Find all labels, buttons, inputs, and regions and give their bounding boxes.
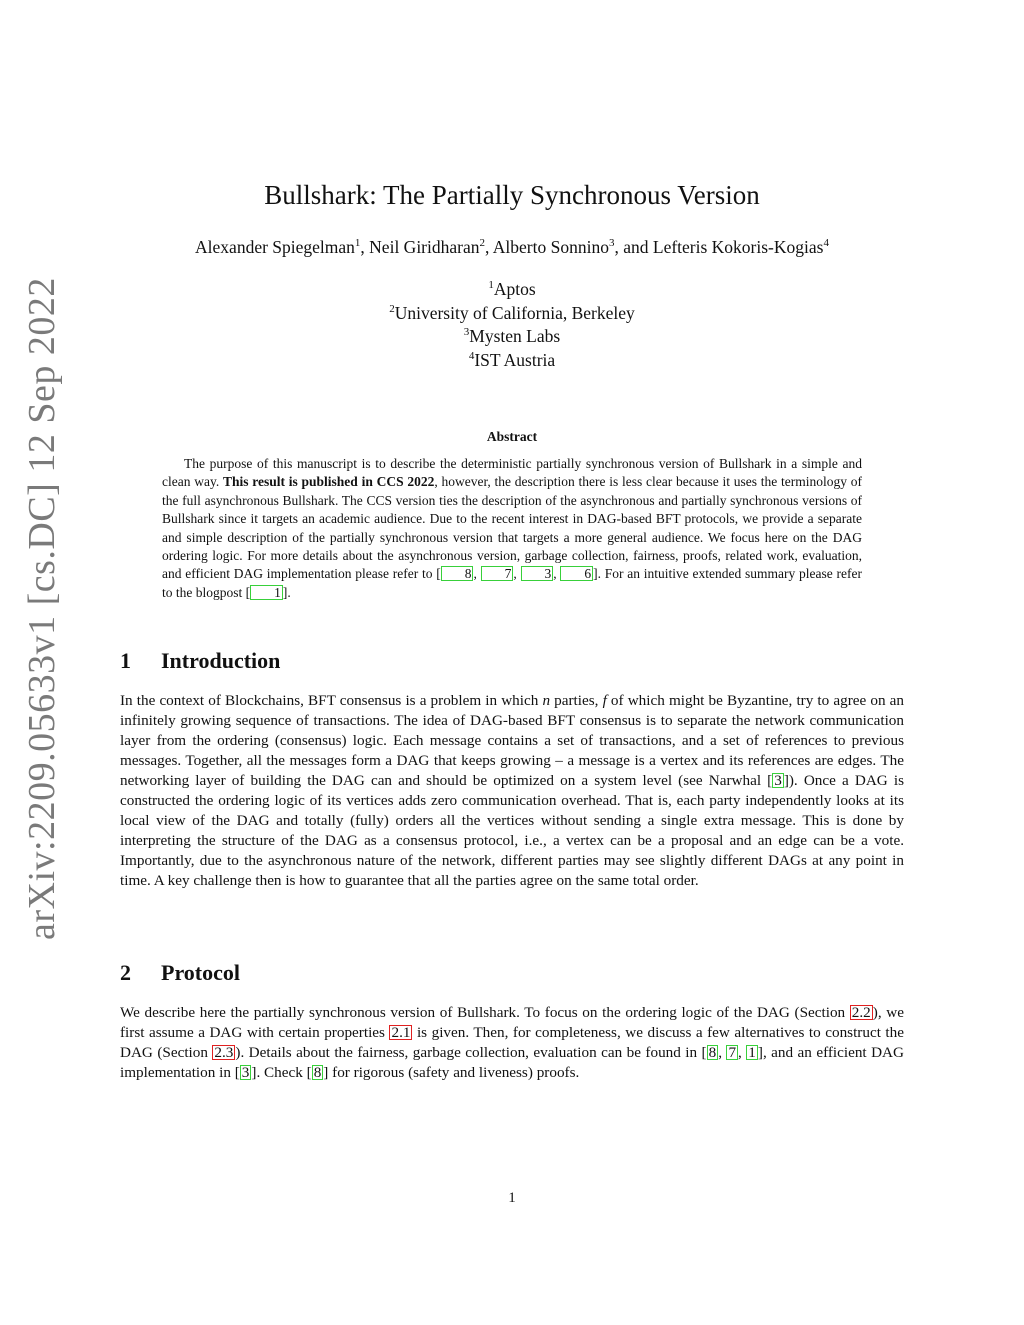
body-text: ], and an efficient DAG implementation in [ [120,1044,904,1081]
protocol-paragraph: We describe here the partially synchronous version of Bullshark. To focus on the ordering logic of the DAG (Section 2.2 ), we first assume a DAG with certain properties 2.1 is given. Then, for completeness, we discuss a few alternatives to construct the DAG (Section 2.3 ). Details about the fairness, garbage collection, evaluation can be found in [ 8 , 7 , 1 ], and an efficient DAG implementation in [ 3 ]. Check [ 8 ] for rigorous (safety and liveness) proofs. [120,1004,904,1081]
author-name: Alexander Spiegelman [195,237,355,257]
author-name: Lefteris Kokoris-Kogias [652,237,824,257]
author-separator: , [360,237,370,257]
citation-link[interactable]: 7 [481,566,514,581]
citation-link[interactable]: 3 [241,1064,250,1081]
citation-link[interactable]: 8 [708,1044,717,1061]
section-heading-introduction [120,648,280,674]
citation-link[interactable]: 1 [250,585,283,600]
citation-link[interactable]: 7 [728,1044,737,1061]
affiliation-name: Aptos [493,279,536,299]
page-number: 1 [508,1190,516,1206]
author-affil-mark: 1 [354,237,361,250]
affiliation-line [0,302,1024,326]
affiliation-list [0,278,1024,372]
body-text: We describe here the partially synchronous version of Bullshark. To focus on the ordering logic of the DAG (Section [120,1004,850,1021]
affiliation-number: 4 [468,349,475,362]
citation-link[interactable]: 6 [560,566,593,581]
affiliation-name: University of California, Berkeley [394,302,635,323]
author-name: Neil Giridharan [369,237,480,257]
author-affil-mark: 3 [608,237,615,250]
author-affil-mark: 2 [479,237,485,250]
affiliation-line [0,349,1024,373]
section-title-text: Protocol [161,960,241,985]
abstract-text: ]. For an intuitive extended summary please refer to the blogpost [ [162,566,862,600]
citation-link[interactable]: 1 [748,1044,756,1061]
body-text: of which might be Byzantine, try to agree on an infinitely growing sequence of transactions. The idea of DAG-based BFT consensus is to separate the network communication layer from the ordering (consensus) logic. Each message contains a set of transactions, and a set of references to previous messages. Together, all the messages form a DAG that keeps growing – a message is a vertex and its references are edges. The networking layer of building the DAG can and should be optimized on a system level (see Narwhal [ [120,692,905,789]
author-list [0,237,1024,258]
section-number: 2 [120,960,131,985]
body-text: ]). Once a DAG is constructed the ordering logic of its vertices adds zero communication overhead. That is, each party independently looks at its local view of the DAG and totally (fully) orders all the vertices without sending a single extra message. This is done by interpreting the structure of the DAG as a consensus protocol, i.e., a vertex can be a proposal and an edge can be a vote. Importantly, due to the asynchronous nature of the network, different parties may see slightly different DAGs at any point in time. A key challenge then is how to guarantee that all the parties agree on the same total order. [120,772,904,889]
body-text: ). Details about the fairness, garbage collection, evaluation can be found in [ [235,1044,707,1061]
body-text: ]. Check [ [251,1064,312,1081]
arxiv-identifier-stamp: arXiv:2209.05633v1 [cs.DC] 12 Sep 2022 [21,277,63,940]
abstract-text: The purpose of this manuscript is to describe the deterministic partially synchronous version of Bullshark in a simple and clean way. [162,456,862,490]
author-separator: , [484,237,493,257]
affiliation-number: 3 [463,326,470,339]
section-reference-link[interactable]: 2.2 [851,1004,871,1021]
affiliation-name: IST Austria [474,349,556,370]
author-affil-mark: 4 [823,237,829,250]
body-text: ), we first assume a DAG with certain properties [120,1004,904,1041]
section-title-text: Introduction [161,648,281,673]
math-variable: n [542,692,551,709]
section-reference-link[interactable]: 2.3 [214,1044,234,1061]
body-text: is given. Then, for completeness, we discuss a few alternatives to construct the DAG (Section [120,1024,904,1061]
abstract-heading: Abstract [486,429,538,444]
affiliation-line [0,325,1024,349]
affiliation-number: 2 [389,302,395,315]
section-heading-protocol [120,960,240,986]
affiliation-line [0,278,1024,302]
affiliation-number: 1 [488,279,494,292]
math-variable: f [602,692,607,709]
abstract-text: , however, the description there is less clear because it uses the terminology of the full asynchronous Bullshark. The CCS version ties the description of the asynchronous and partially synchronous versions of Bullshark since it targets an academic audience. Due to the recent interest in DAG-based BFT protocols, we provide a separate and simple description of the partially synchronous version that targets a more general audience. We focus here on the DAG ordering logic. For more details about the asynchronous version, garbage collection, fairness, proofs, related work, evaluation, and efficient DAG implementation please refer to [ [162,474,862,582]
author-name: Alberto Sonnino [492,237,609,257]
body-text: ] for rigorous (safety and liveness) proofs. [323,1064,580,1081]
citation-link[interactable]: 8 [441,566,474,581]
section-reference-link[interactable]: 2.1 [391,1024,411,1041]
citation-link[interactable]: 3 [521,566,554,581]
citation-link[interactable]: 8 [313,1064,322,1081]
paper-title: Bullshark: The Partially Synchronous Version [264,180,760,210]
abstract-bold-text: This result is published in CCS 2022 [222,474,435,490]
body-text: In the context of Blockchains, BFT consensus is a problem in which [120,692,543,709]
author-separator: , and [614,237,653,257]
body-text: parties, [550,692,603,709]
abstract-text: ]. [282,584,291,600]
affiliation-name: Mysten Labs [469,326,561,346]
introduction-paragraph [120,691,904,891]
section-number: 1 [120,648,131,673]
abstract-paragraph: The purpose of this manuscript is to describe the deterministic partially synchronous version of Bullshark in a simple and clean way. This result is published in CCS 2022, however, the description there is less clear because it uses the terminology of the full asynchronous Bullshark. The CCS version ties the description of the asynchronous and partially synchronous versions of Bullshark since it targets an academic audience. Due to the recent interest in DAG-based BFT protocols, we provide a separate and simple description of the partially synchronous version that targets a more general audience. We focus here on the DAG ordering logic. For more details about the asynchronous version, garbage collection, fairness, proofs, related work, evaluation, and efficient DAG implementation please refer to [ 8 , 7 , 3 , 6 ]. For an intuitive extended summary please refer to the blogpost [ 1 ]. [162,456,862,600]
citation-link[interactable]: 3 [774,772,782,789]
